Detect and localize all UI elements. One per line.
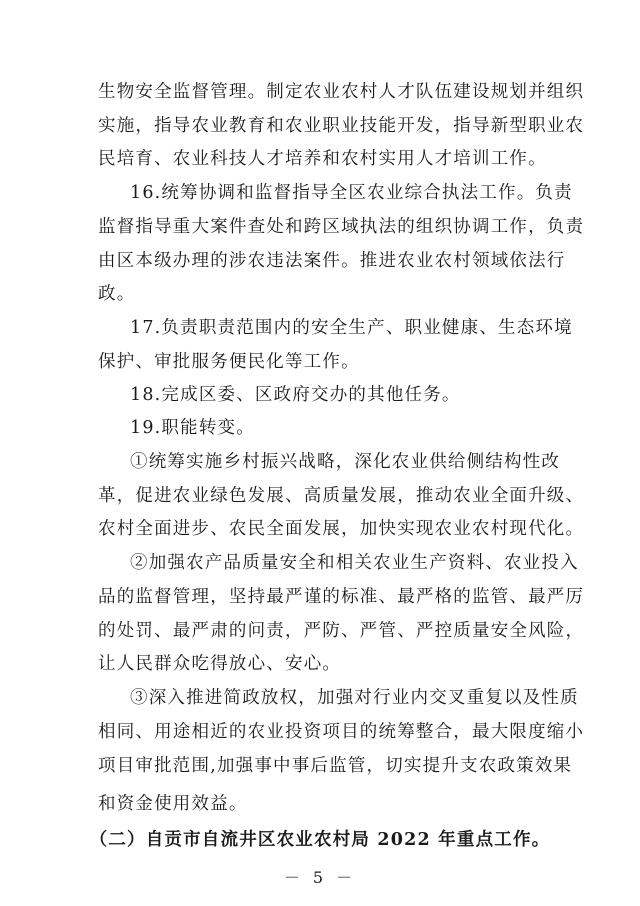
sub-2-line-4: 让人民群众吃得放心、安心。 [98,654,342,674]
sub-1-line-2: 革，促进农业绿色发展、高质量发展，推动农业全面升级、 [98,486,585,506]
item-16-line-3: 由区本级办理的涉农违法案件。推进农业农村领域依法行 [98,251,566,271]
body-line-2: 实施，指导农业教育和农业职业技能开发，指导新型职业农 [98,116,585,136]
item-17-line-1: 17.负责职责范围内的安全生产、职业健康、生态环境 [130,318,573,338]
sub-3-line-4: 和资金使用效益。 [98,794,248,814]
item-18-line-1: 18.完成区委、区政府交办的其他任务。 [130,385,461,405]
page-number: － 5 － [283,868,357,887]
section-heading: （二）自贡市自流井区农业农村局 2022 年重点工作。 [89,830,551,850]
item-16-line-2: 监督指导重大案件查处和跨区域执法的组织协调工作，负责 [98,217,585,237]
sub-2-line-1: ②加强农产品质量安全和相关农业生产资料、农业投入 [130,553,579,573]
body-line-1: 生物安全监督管理。制定农业农村人才队伍建设规划并组织 [98,82,585,102]
item-16-line-4: 政。 [98,284,136,304]
sub-2-line-3: 的处罚、最严肃的问责，严防、严管、严控质量安全风险， [98,621,585,641]
sub-3-line-3: 项目审批范围,加强事中事后监管，切实提升支农政策效果 [98,756,573,776]
item-17-line-2: 保护、审批服务便民化等工作。 [98,352,360,372]
sub-1-line-1: ①统筹实施乡村振兴战略，深化农业供给侧结构性改 [130,452,561,472]
item-19-line-1: 19.职能转变。 [130,418,255,438]
sub-3-line-1: ③深入推进简政放权，加强对行业内交叉重复以及性质 [130,688,579,708]
sub-1-line-3: 农村全面进步、农民全面发展，加快实现农业农村现代化。 [98,519,585,539]
sub-2-line-2: 品的监督管理，坚持最严谨的标准、最严格的监管、最严厉 [98,587,585,607]
item-16-line-1: 16.统筹协调和监督指导全区农业综合执法工作。负责 [130,183,573,203]
body-line-3: 民培育、农业科技人才培养和农村实用人才培训工作。 [98,149,547,169]
sub-3-line-2: 相同、用途相近的农业投资项目的统筹整合，最大限度缩小 [98,722,585,742]
